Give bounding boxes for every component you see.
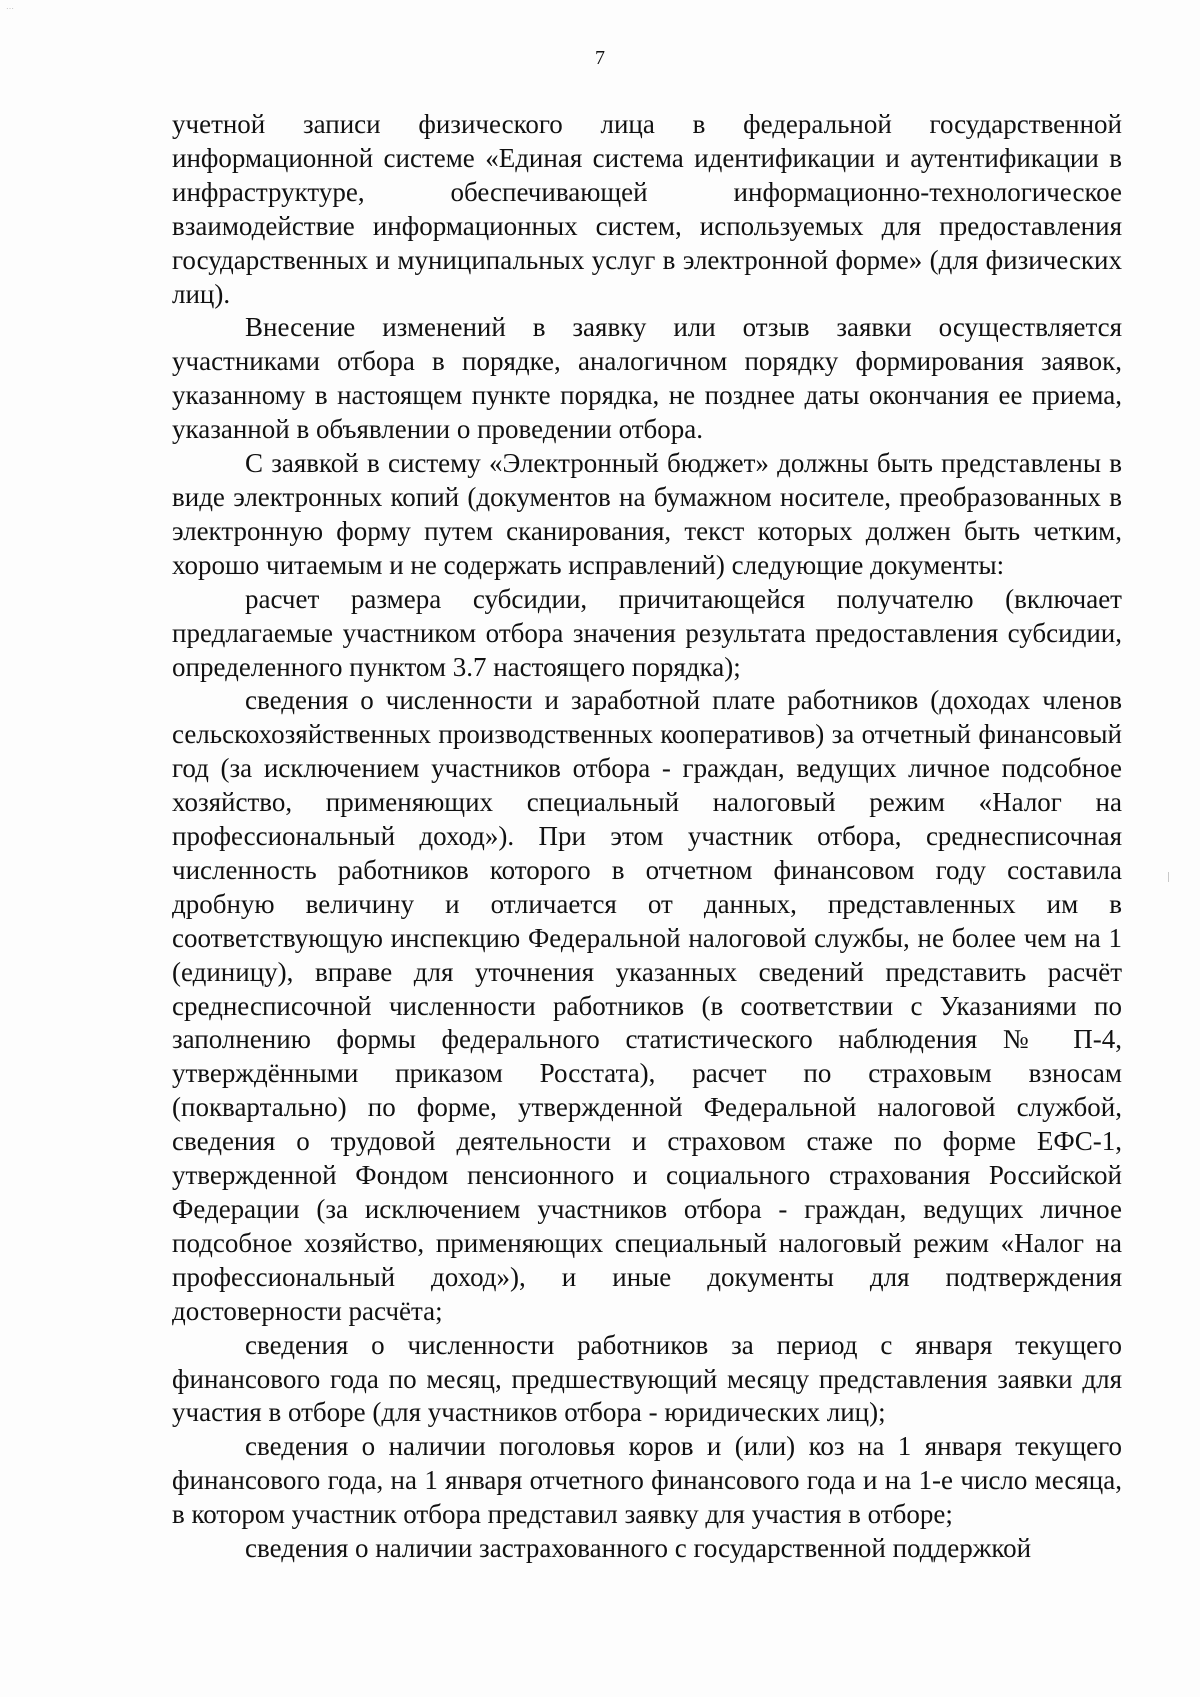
paragraph-application-changes: Внесение изменений в заявку или отзыв заявки осуществляется участниками отбора в порядке, аналогичном порядку формирования заявок, указанному в настоящем пункте порядка, не позднее даты окончания ее приема, указанной в объявлении о проведении отбора. <box>172 312 1122 445</box>
paragraph-subsidy-calculation: расчет размера субсидии, причитающейся получателю (включает предлагаемые участником отбора значения результата предоставления субсидии, определенного пунктом 3.7 настоящего порядка); <box>172 583 1122 682</box>
paragraph-esia-account: учетной записи физического лица в федеральной государственной информационной системе «Единая система идентификации и аутентификации в инфраструктуре, обеспечивающей информационно-технологическое взаимодействие информационных систем, используемых для предоставления государственных и муниципальных услуг в электронной форме» (для физических лиц). <box>172 109 1122 309</box>
paragraph-livestock-info: сведения о наличии поголовья коров и (или) коз на 1 января текущего финансового года, на 1 января отчетного финансового года и на 1-е число месяца, в котором участник отбора представил заявку для участия в отборе; <box>172 1431 1122 1530</box>
page-number: 7 <box>595 47 605 69</box>
paragraph-employee-salary-info: сведения о численности и заработной плате работников (доходах членов сельскохозяйственных производственных кооперативов) за отчетный финансовый год (за исключением участников отбора - граждан, ведущих личное подсобное хозяйство, применяющих специальный налоговый режим «Налог на профессиональный доход»). При этом участник отбора, среднесписочная численность работников которого в отчетном финансовом году составила дробную величину и отличается от данных, представленных им в соответствующую инспекцию Федеральной налоговой службы, не более чем на 1 (единицу), вправе для уточнения указанных сведений представить расчёт среднесписочной численности работников (в соответствии с Указаниями по заполнению формы федерального статистического наблюдения № П-4, утверждёнными приказом Росстата), расчет по страховым взносам (поквартально) по форме, утвержденной Федеральной налоговой службой, сведения о трудовой деятельности и страховом стаже по форме ЕФС-1, утвержденной Фондом пенсионного и социального страхования Российской Федерации (за исключением участников отбора - граждан, ведущих личное подсобное хозяйство, применяющих специальный налоговый режим «Налог на профессиональный доход»), и иные документы для подтверждения достоверности расчёта; <box>172 685 1122 1326</box>
document-body <box>172 108 1122 1566</box>
paragraph-employee-count-info: сведения о численности работников за период с января текущего финансового года по месяц, предшествующий месяцу представления заявки для участия в отборе (для участников отбора - юридических лиц); <box>172 1329 1122 1428</box>
scan-corner-mark: … <box>6 2 14 11</box>
scan-margin-mark <box>1168 872 1169 882</box>
paragraph-insured-info: сведения о наличии застрахованного с государственной поддержкой <box>245 1533 1032 1564</box>
paragraph-electronic-budget-documents: С заявкой в систему «Электронный бюджет» должны быть представлены в виде электронных копий (документов на бумажном носителе, преобразованных в электронную форму путем сканирования, текст которых должен быть четким, хорошо читаемым и не содержать исправлений) следующие документы: <box>172 448 1122 580</box>
